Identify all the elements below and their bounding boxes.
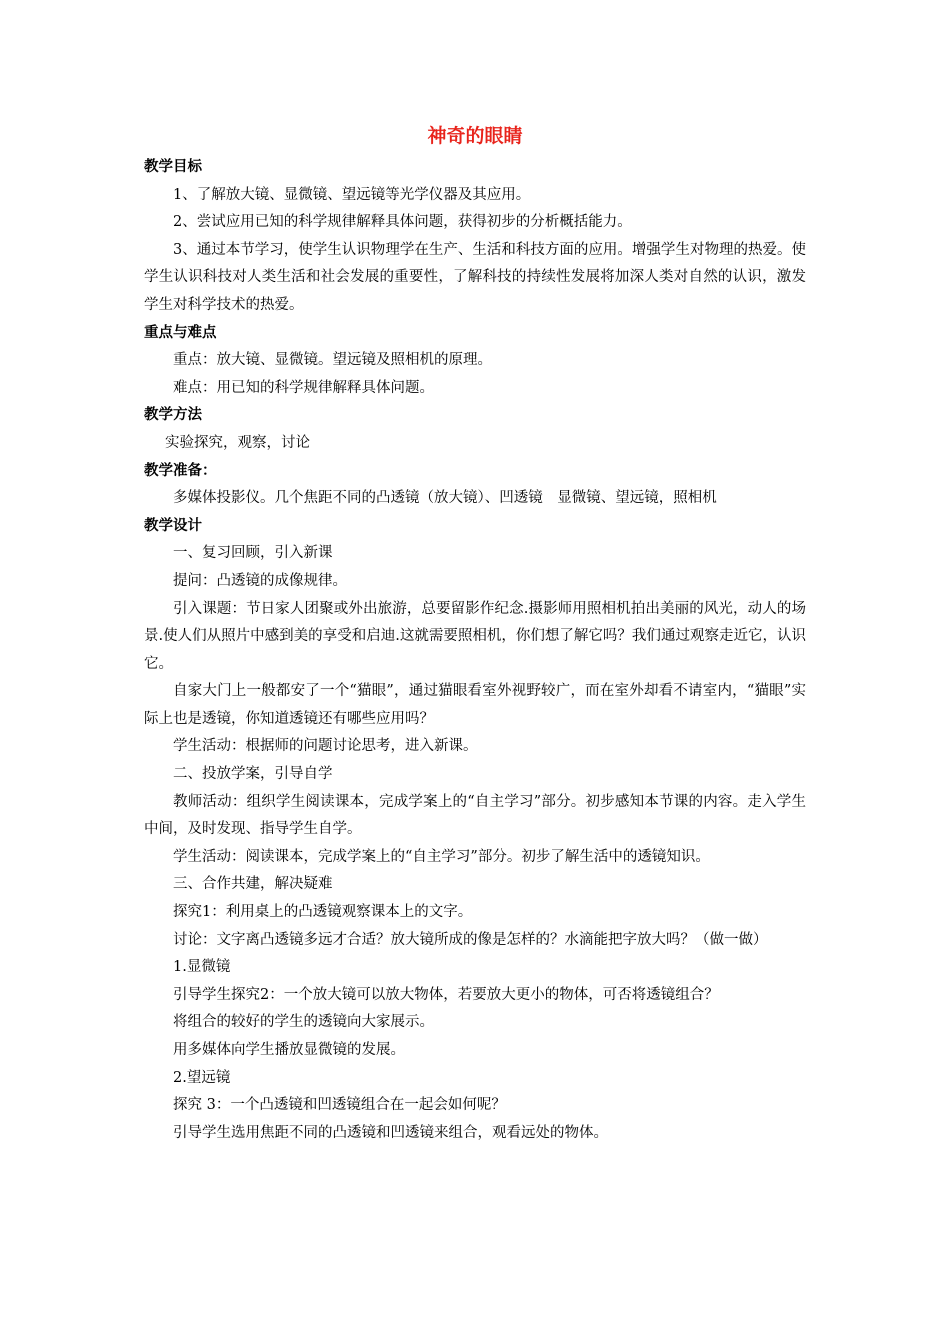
design-paragraph: 1.显微镜 bbox=[173, 959, 231, 976]
goal-item: 1、了解放大镜、显微镜、望远镜等光学仪器及其应用。 bbox=[173, 186, 531, 203]
methods-text: 实验探究，观察，讨论 bbox=[165, 434, 310, 451]
design-paragraph: 三、合作共建，解决疑难 bbox=[173, 876, 333, 893]
document-title: 神奇的眼睛 bbox=[427, 125, 523, 147]
design-paragraph: 学生活动：根据师的问题讨论思考，进入新课。 bbox=[173, 738, 478, 755]
design-paragraph: 学生活动：阅读课本，完成学案上的“自主学习”部分。初步了解生活中的透镜知识。 bbox=[173, 848, 710, 865]
design-paragraph: 引导学生探究2：一个放大镜可以放大物体，若要放大更小的物体，可否将透镜组合？ bbox=[173, 986, 719, 1003]
design-paragraph: 引导学生选用焦距不同的凸透镜和凹透镜来组合，观看远处的物体。 bbox=[173, 1124, 608, 1141]
design-paragraph: 二、投放学案，引导自学 bbox=[173, 766, 333, 783]
design-paragraph: 讨论：文字离凸透镜多远才合适？放大镜所成的像是怎样的？水滴能把字放大吗？（做一做） bbox=[173, 931, 768, 948]
design-paragraph: 引入课题：节日家人团聚或外出旅游，总要留影作纪念.摄影师用照相机拍出美丽的风光，动人的场景.使人们从照片中感到美的享受和启迪.这就需要照相机，你们想了解它吗？我们通过观察走近它，认识它。 bbox=[144, 600, 806, 672]
design-paragraph: 自家大门上一般都安了一个“猫眼”，通过猫眼看室外视野较广，而在室外却看不请室内，“猫眼”实际上也是透镜，你知道透镜还有哪些应用吗？ bbox=[144, 683, 806, 727]
preparation-text: 多媒体投影仪。几个焦距不同的凸透镜（放大镜）、凹透镜 显微镜、望远镜，照相机 bbox=[173, 490, 717, 507]
design-paragraph: 将组合的较好的学生的透镜向大家展示。 bbox=[173, 1014, 434, 1031]
design-paragraph: 一、复习回顾，引入新课 bbox=[173, 545, 333, 562]
design-paragraph: 探究1：利用桌上的凸透镜观察课本上的文字。 bbox=[173, 904, 473, 921]
goal-item: 2、尝试应用已知的科学规律解释具体问题，获得初步的分析概括能力。 bbox=[173, 214, 632, 231]
key-point-item: 难点：用已知的科学规律解释具体问题。 bbox=[173, 379, 434, 396]
section-heading-design: 教学设计 bbox=[144, 517, 202, 534]
goal-item: 3、通过本节学习，使学生认识物理学在生产、生活和科技方面的应用。增强学生对物理的热爱。使学生认识科技对人类生活和社会发展的重要性，了解科技的持续性发展将加深人类对自然的认识，激发学生对科学技术的热爱。 bbox=[144, 241, 806, 313]
document-page bbox=[144, 118, 806, 1147]
section-heading-key-points: 重点与难点 bbox=[144, 324, 217, 341]
design-paragraph: 提问：凸透镜的成像规律。 bbox=[173, 572, 347, 589]
section-heading-goals: 教学目标 bbox=[144, 159, 202, 175]
design-paragraph: 探究 3：一个凸透镜和凹透镜组合在一起会如何呢？ bbox=[173, 1097, 506, 1114]
section-heading-preparation: 教学准备： bbox=[144, 462, 217, 479]
design-paragraph: 用多媒体向学生播放显微镜的发展。 bbox=[173, 1042, 405, 1058]
section-heading-methods: 教学方法 bbox=[144, 407, 202, 424]
design-paragraph: 2.望远镜 bbox=[173, 1069, 231, 1086]
key-point-item: 重点：放大镜、显微镜。望远镜及照相机的原理。 bbox=[173, 352, 492, 369]
design-paragraph: 教师活动：组织学生阅读课本，完成学案上的“自主学习”部分。初步感知本节课的内容。走入学生中间，及时发现、指导学生自学。 bbox=[144, 793, 806, 838]
